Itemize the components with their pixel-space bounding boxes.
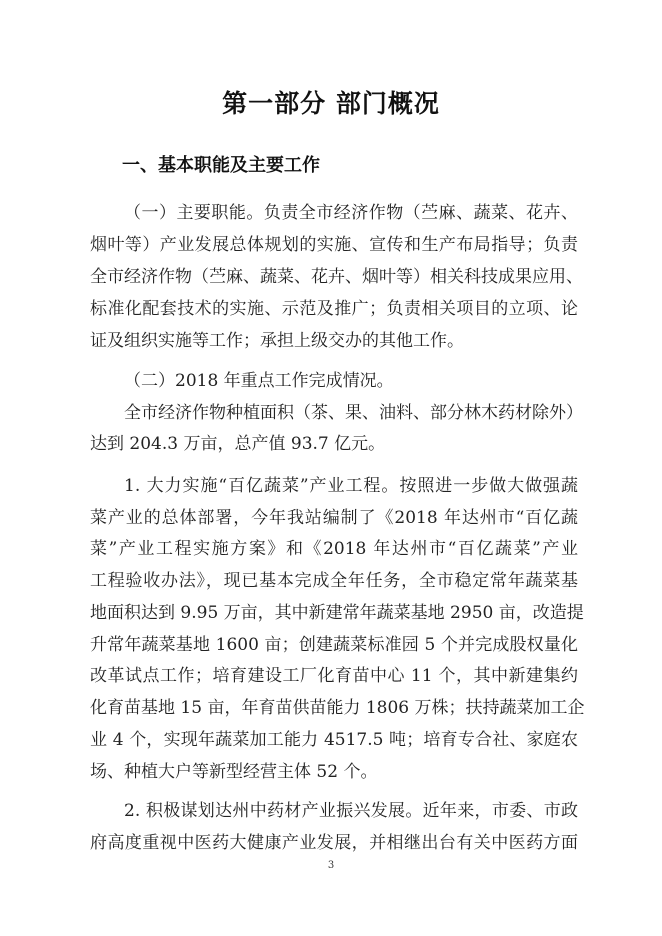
paragraph-line: 菜”产业工程实施方案》和《2018 年达州市“百亿蔬菜”产业 bbox=[90, 539, 578, 559]
paragraph-line: 场、种植大户等新型经营主体 52 个。 bbox=[90, 762, 378, 782]
paragraph-line: 1. 大力实施“百亿蔬菜”产业工程。按照进一步做大做强蔬 bbox=[124, 476, 578, 496]
paragraph-line: 菜产业的总体部署，今年我站编制了《2018 年达州市“百亿蔬 bbox=[90, 508, 578, 528]
subsection-heading: （二）2018 年重点工作完成情况。 bbox=[124, 371, 394, 391]
page-title: 第一部分 部门概况 bbox=[222, 89, 440, 118]
paragraph-line: 全市经济作物（苎麻、蔬菜、花卉、烟叶等）相关科技成果应用、 bbox=[90, 267, 583, 287]
paragraph-line: 烟叶等）产业发展总体规划的实施、宣传和生产布局指导；负责 bbox=[90, 235, 578, 255]
page-number: 3 bbox=[327, 860, 335, 871]
paragraph-line: 改革试点工作；培育建设工厂化育苗中心 11 个，其中新建集约 bbox=[90, 666, 578, 686]
paragraph-line: 全市经济作物种植面积（茶、果、油料、部分林木药材除外） bbox=[124, 403, 583, 423]
paragraph-line: 标准化配套技术的实施、示范及推广；负责相关项目的立项、论 bbox=[90, 299, 578, 319]
paragraph-line: 业 4 个，实现年蔬菜加工能力 4517.5 吨；培育专合社、家庭农 bbox=[90, 730, 578, 750]
paragraph-line: 化育苗基地 15 亩，年育苗供苗能力 1806 万株；扶持蔬菜加工企 bbox=[90, 698, 585, 718]
paragraph-line: 升常年蔬菜基地 1600 亩；创建蔬菜标准园 5 个并完成股权量化 bbox=[90, 635, 578, 655]
paragraph-line: 府高度重视中医药大健康产业发展，并相继出台有关中医药方面 bbox=[90, 833, 578, 853]
paragraph-line: 证及组织实施等工作；承担上级交办的其他工作。 bbox=[90, 331, 464, 351]
paragraph-line: （一）主要职能。负责全市经济作物（苎麻、蔬菜、花卉、 bbox=[124, 203, 578, 223]
paragraph-line: 2. 积极谋划达州中药材产业振兴发展。近年来，市委、市政 bbox=[124, 801, 578, 821]
paragraph-line: 工程验收办法》，现已基本完成全年任务，全市稳定常年蔬菜基 bbox=[90, 571, 578, 591]
section-heading: 一、基本职能及主要工作 bbox=[122, 155, 320, 176]
paragraph-line: 地面积达到 9.95 万亩，其中新建常年蔬菜基地 2950 亩，改造提 bbox=[90, 603, 584, 623]
paragraph-line: 达到 204.3 万亩，总产值 93.7 亿元。 bbox=[90, 434, 386, 454]
